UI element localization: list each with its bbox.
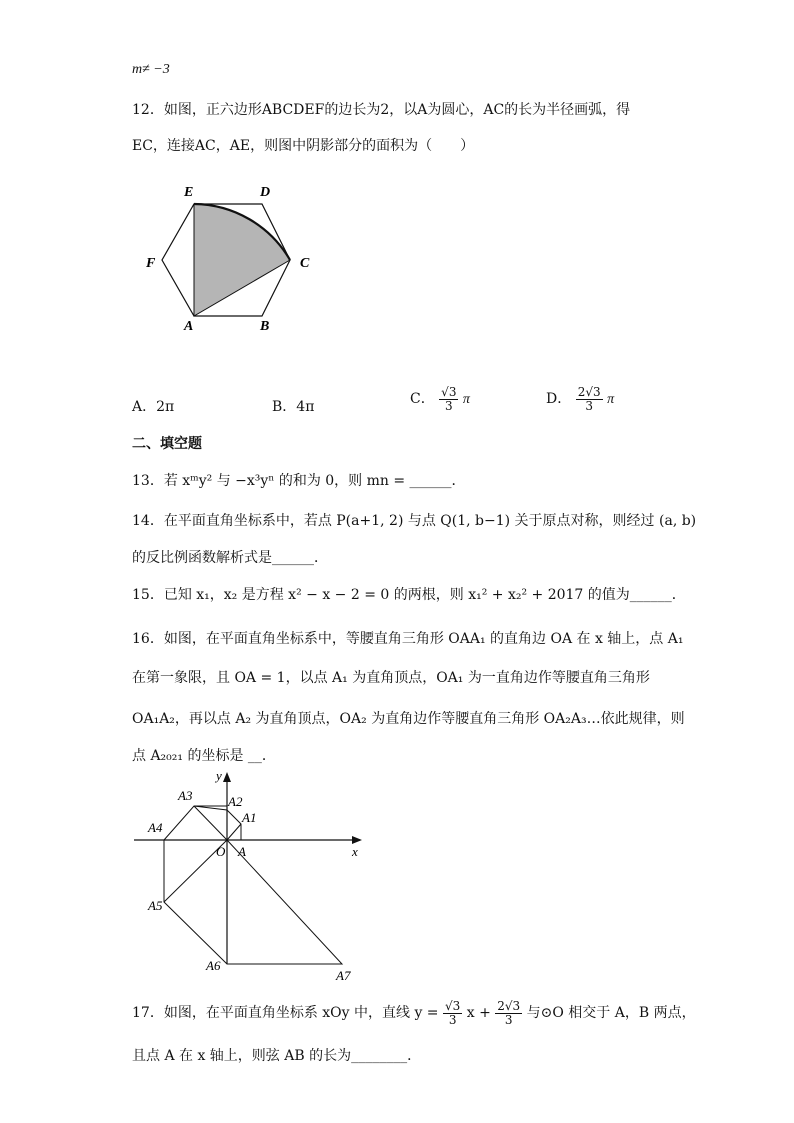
- shaded-sector: [194, 204, 290, 316]
- label-a-axis: A: [238, 844, 246, 859]
- q15-text: 15．已知 x₁，x₂ 是方程 x² − x − 2 = 0 的两根，则 x₁² + x₂² + 2017 的值为______．: [132, 587, 686, 603]
- label-e: E: [184, 185, 194, 200]
- q16-line2: 在第一象限，且 OA = 1，以点 A₁ 为直角顶点，OA₁ 为一直角边作等腰直角三角形: [132, 670, 650, 686]
- label-y: y: [216, 768, 222, 783]
- label-a6: A6: [206, 958, 221, 973]
- segment-oa1: [227, 824, 241, 840]
- outer-spiral: [164, 806, 342, 964]
- label-a2: A2: [228, 794, 243, 809]
- label-a4: A4: [148, 820, 163, 835]
- spiral-triangles-figure: [130, 768, 380, 988]
- label-f: F: [146, 256, 156, 271]
- q17-line1: 17．如图，在平面直角坐标系 xOy 中，直线 y = $\frac{√3}{3}$ x + $\frac{2√3}{3}$ 与⊙O 相交于 A，B 两点，: [132, 999, 696, 1027]
- label-a7: A7: [336, 968, 351, 983]
- option-c: C． $\frac{√3}{3}$ π: [410, 385, 470, 413]
- label-a5: A5: [148, 898, 163, 913]
- segment-oa3: [194, 806, 227, 840]
- q16-line3: OA₁A₂，再以点 A₂ 为直角顶点，OA₂ 为直角边作等腰直角三角形 OA₂A₃…依此规律，则: [132, 711, 685, 727]
- label-c: C: [300, 256, 310, 271]
- option-a: A．2π: [132, 399, 175, 415]
- label-a: A: [184, 319, 194, 334]
- top-condition: m≠ −3: [132, 62, 170, 77]
- y-axis-arrow: [223, 772, 231, 782]
- q14-line2: 的反比例函数解析式是______．: [132, 550, 328, 566]
- q16-line1: 16．如图，在平面直角坐标系中，等腰直角三角形 OAA₁ 的直角边 OA 在 x 轴上，点 A₁: [132, 631, 684, 647]
- label-a3: A3: [178, 788, 193, 803]
- label-x: x: [352, 844, 358, 859]
- q14-line1: 14．在平面直角坐标系中，若点 P(a+1, 2) 与点 Q(1, b−1) 关于原点对称，则经过 (a, b): [132, 513, 697, 529]
- q12-text-line1: 12．如图，正六边形ABCDEF的边长为2，以A为圆心，AC的长为半径画弧，得: [132, 102, 631, 118]
- option-d: D． $\frac{2√3}{3}$ π: [546, 385, 615, 413]
- q12-text-line2: EC，连接AC，AE，则图中阴影部分的面积为（ ）: [132, 138, 475, 154]
- q17-line2: 且点 A 在 x 轴上，则弦 AB 的长为________．: [132, 1048, 422, 1064]
- label-o: O: [216, 844, 226, 859]
- section-fill-in-blank: 二、填空题: [132, 436, 202, 452]
- x-axis-arrow: [352, 836, 362, 844]
- option-b: B．4π: [272, 399, 315, 415]
- label-a1: A1: [242, 810, 257, 825]
- label-b: B: [260, 319, 270, 334]
- hexagon-figure: [136, 176, 326, 336]
- q16-line4: 点 A₂₀₂₁ 的坐标是 __．: [132, 748, 276, 764]
- q13-text: 13．若 xᵐy² 与 −x³yⁿ 的和为 0，则 mn = ______．: [132, 473, 466, 489]
- label-d: D: [260, 185, 271, 200]
